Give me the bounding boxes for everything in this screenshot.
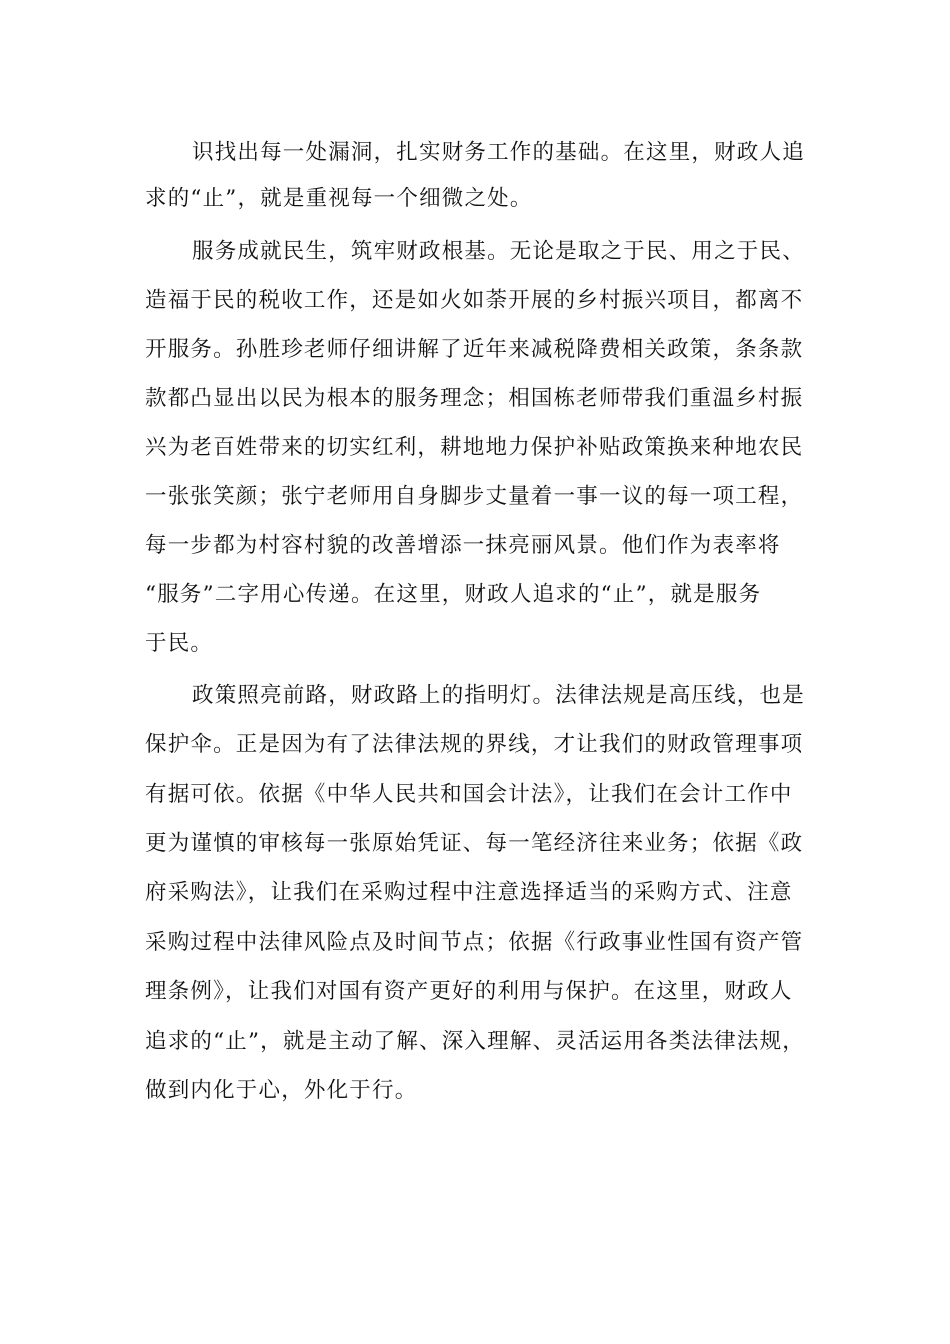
text-line: “服务”二字用心传递。在这里，财政人追求的“止”，就是服务 [145, 582, 762, 607]
text-line: 府采购法》，让我们在采购过程中注意选择适当的采购方式、注意 [145, 880, 793, 905]
text-line: 政策照亮前路，财政路上的指明灯。法律法规是高压线，也是 [192, 683, 805, 708]
text-line: 求的“止”，就是重视每一个细微之处。 [145, 186, 533, 211]
text-line: 一张张笑颜；张宁老师用自身脚步丈量着一事一议的每一项工程， [145, 484, 804, 509]
text-line: 每一步都为村容村貌的改善增添一抹亮丽风景。他们作为表率将 [145, 533, 781, 558]
text-line: 追求的“止”，就是主动了解、深入理解、灵活运用各类法律法规， [145, 1029, 805, 1054]
text-line: 造福于民的税收工作，还是如火如荼开展的乡村振兴项目，都离不 [145, 288, 804, 313]
text-line: 兴为老百姓带来的切实红利，耕地地力保护补贴政策换来种地农民 [145, 435, 804, 460]
text-line: 更为谨慎的审核每一张原始凭证、每一笔经济往来业务；依据《政 [145, 831, 804, 856]
text-line: 款都凸显出以民为根本的服务理念；相国栋老师带我们重温乡村振 [145, 386, 804, 411]
text-line: 保护伞。正是因为有了法律法规的界线，才让我们的财政管理事项 [145, 732, 804, 757]
text-line: 服务成就民生，筑牢财政根基。无论是取之于民、用之于民、 [192, 239, 805, 264]
text-line: 于民。 [145, 631, 214, 656]
text-line: 做到内化于心，外化于行。 [145, 1078, 418, 1103]
text-line: 理条例》，让我们对国有资产更好的利用与保护。在这里，财政人 [145, 979, 793, 1004]
text-line: 有据可依。依据《中华人民共和国会计法》，让我们在会计工作中 [145, 782, 793, 807]
text-line: 开服务。孙胜珍老师仔细讲解了近年来减税降费相关政策，条条款 [145, 337, 804, 362]
text-line: 识找出每一处漏洞，扎实财务工作的基础。在这里，财政人追 [192, 140, 805, 165]
text-line: 采购过程中法律风险点及时间节点；依据《行政事业性国有资产管 [145, 930, 804, 955]
